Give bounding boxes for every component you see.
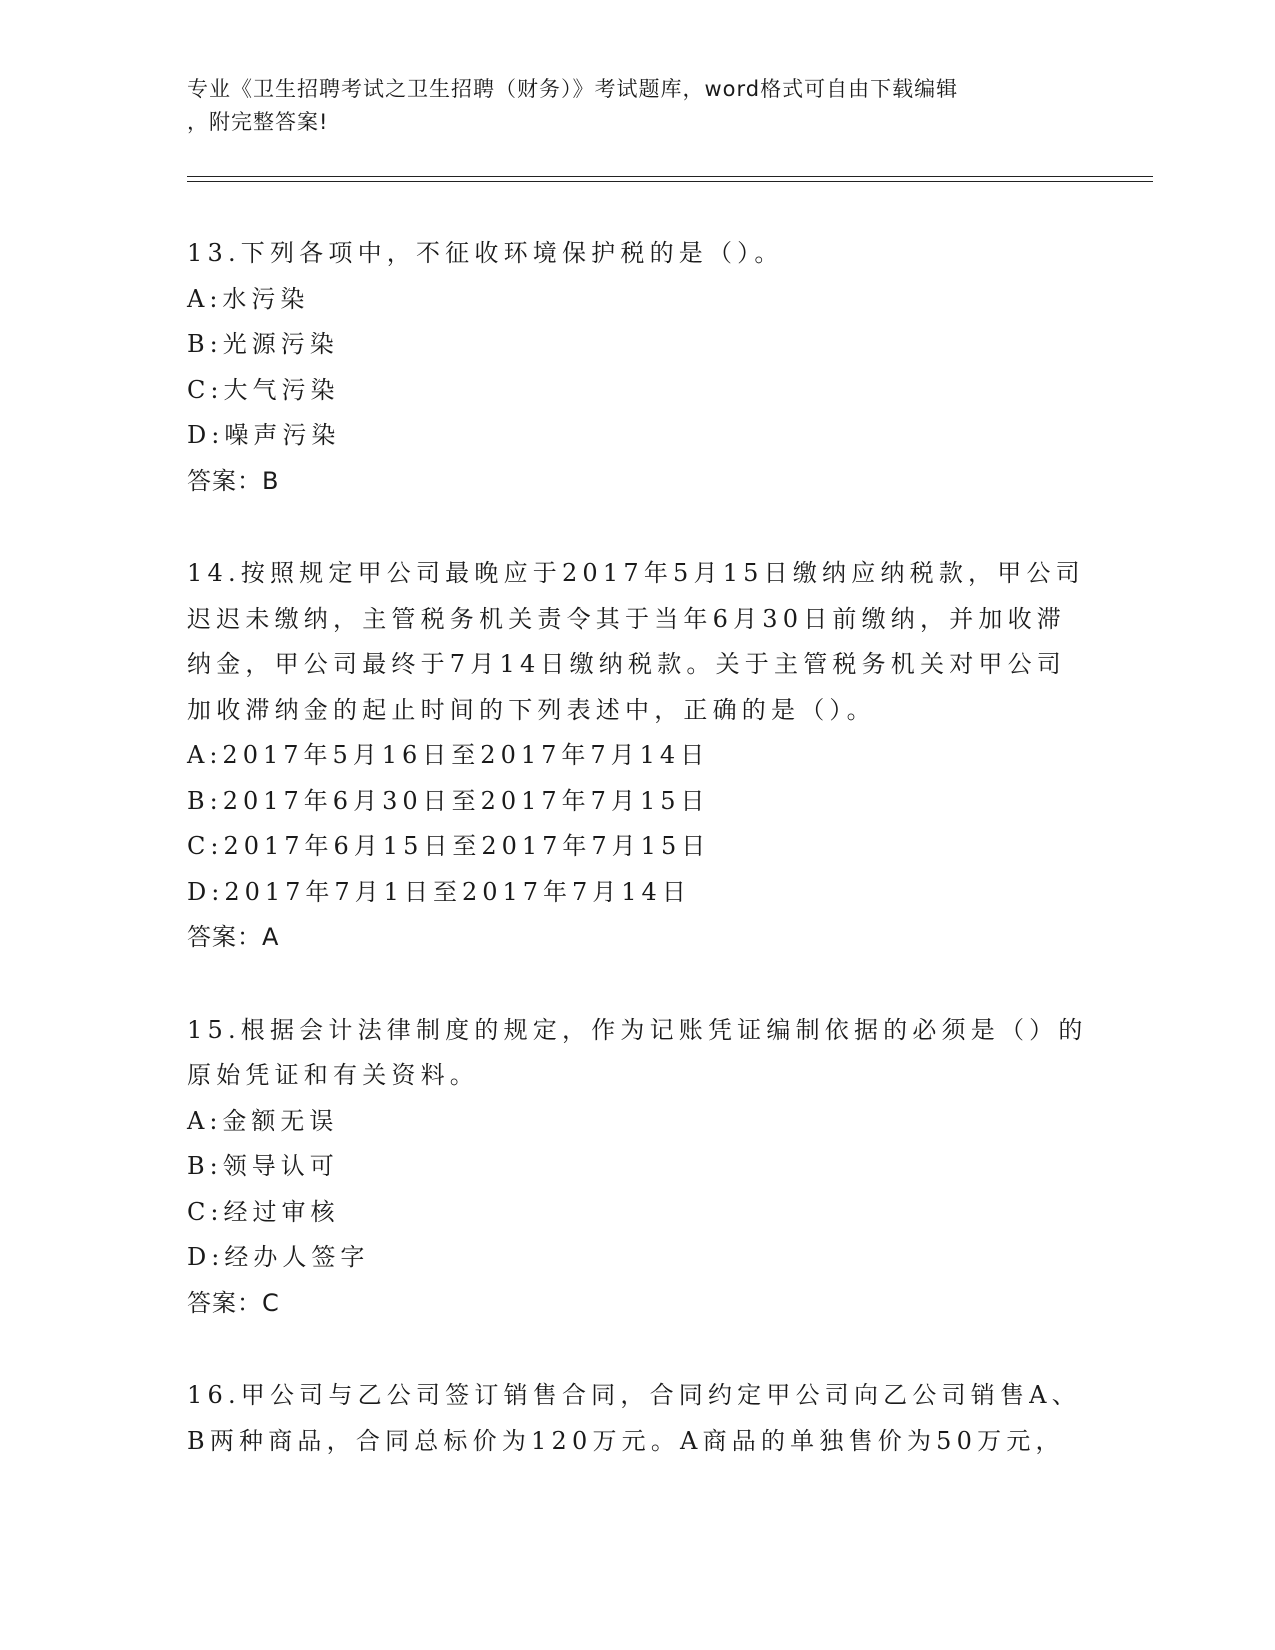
header-divider-top: [187, 176, 1153, 177]
stem-line: 加收滞纳金的起止时间的下列表述中，正确的是（）。: [187, 695, 876, 724]
header-line-1: 专业《卫生招聘考试之卫生招聘（财务）》考试题库，word格式可自由下载编辑: [187, 77, 959, 101]
question-14: [187, 551, 1087, 961]
question-stem: [187, 551, 1087, 733]
stem-line: 纳金，甲公司最终于7月14日缴纳税款。关于主管税务机关对甲公司: [187, 650, 1067, 678]
header-line-2: ，附完整答案!: [187, 110, 329, 134]
question-15: [187, 1008, 1087, 1327]
question-stem: [187, 231, 1087, 277]
answer-line: 答案：C: [187, 1288, 280, 1317]
question-16: [187, 1373, 1087, 1464]
answer-line: 答案：A: [187, 923, 280, 951]
option-d: D:经办人签字: [187, 1243, 370, 1271]
option-b: B:光源污染: [187, 330, 339, 358]
option-b: B:领导认可: [187, 1152, 339, 1180]
stem-line: 迟迟未缴纳，主管税务机关责令其于当年6月30日前缴纳，并加收滞: [187, 604, 1067, 633]
answer-line: 答案：B: [187, 466, 280, 495]
option-c: C:2017年6月15日至2017年7月15日: [187, 832, 711, 860]
header-divider-bottom: [187, 181, 1153, 182]
option-b: B:2017年6月30日至2017年7月15日: [187, 786, 710, 815]
question-stem: [187, 1373, 1087, 1464]
document-header: [187, 73, 1077, 139]
option-d: D:噪声污染: [187, 421, 341, 449]
option-c: C:经过审核: [187, 1197, 340, 1226]
option-a: A:金额无误: [187, 1106, 339, 1135]
option-c: C:大气污染: [187, 375, 340, 404]
question-13: [187, 231, 1087, 504]
stem-line: 16.甲公司与乙公司签订销售合同，合同约定甲公司向乙公司销售A、: [187, 1381, 1081, 1409]
stem-line: 14.按照规定甲公司最晚应于2017年5月15日缴纳应纳税款，甲公司: [187, 559, 1085, 587]
stem-line: 原始凭证和有关资料。: [187, 1061, 479, 1089]
option-d: D:2017年7月1日至2017年7月14日: [187, 877, 691, 906]
option-a: A:2017年5月16日至2017年7月14日: [187, 741, 710, 769]
stem-line: 15.根据会计法律制度的规定，作为记账凭证编制依据的必须是（）的: [187, 1015, 1088, 1044]
stem-line: 13.下列各项中，不征收环境保护税的是（）。: [187, 239, 784, 267]
option-a: A:水污染: [187, 284, 310, 313]
question-list: [187, 231, 1087, 1511]
stem-line: B两种商品，合同总标价为120万元。A商品的单独售价为50万元，: [187, 1426, 1065, 1455]
question-stem: [187, 1008, 1087, 1099]
